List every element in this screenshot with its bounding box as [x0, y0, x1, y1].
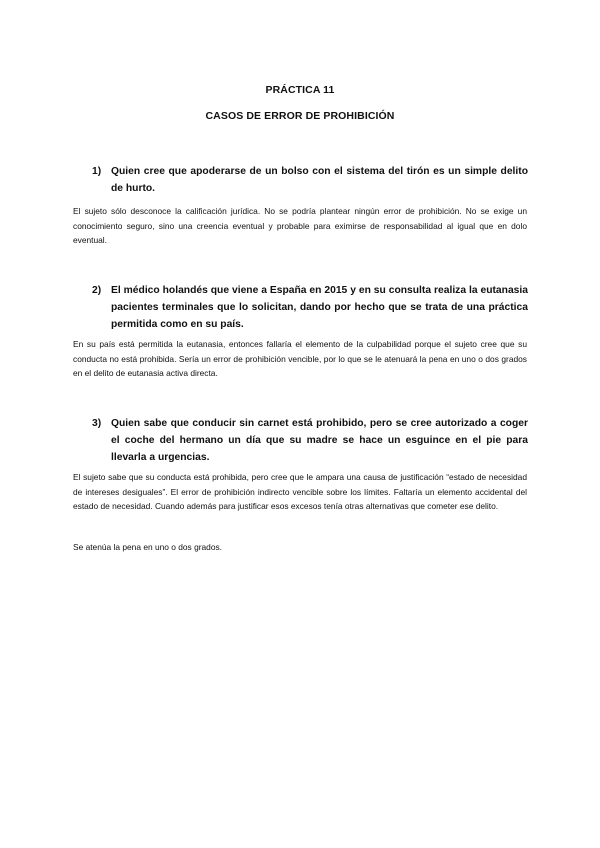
- question-3: [92, 415, 528, 466]
- question-2: [92, 282, 528, 333]
- question-1: [92, 163, 528, 197]
- answer-3-conclusion: Se atenúa la pena en uno o dos grados.: [73, 542, 223, 552]
- question-text: El médico holandés que viene a España en 2015 y en su consulta realiza la eutanasia pacientes terminales que lo solicitan, dando por hecho que se trata de una práctica permitida como en su país.: [111, 285, 528, 330]
- answer-1: El sujeto sólo desconoce la calificación jurídica. No se podría plantear ningún error de prohibición. No se exige un conocimiento seguro, sino una creencia eventual y probable para eximirse de responsabilidad al igual que en dolo eventual.: [73, 206, 527, 245]
- question-text: Quien cree que apoderarse de un bolso con el sistema del tirón es un simple delito de hurto.: [111, 166, 528, 194]
- document-subtitle: CASOS DE ERROR DE PROHIBICIÓN: [205, 110, 395, 122]
- document-title: PRÁCTICA 11: [265, 84, 335, 96]
- answer-2: En su país está permitida la eutanasia, entonces fallaría el elemento de la culpabilidad porque el sujeto cree que su conducta no está prohibida. Sería un error de prohibición vencible, por lo que se le atenuará la pena en uno o dos grados en el delito de eutanasia activa directa.: [73, 339, 527, 378]
- answer-3: El sujeto sabe que su conducta está prohibida, pero cree que le ampara una causa de justificación “estado de necesidad de intereses desiguales”. El error de prohibición indirecto vencible sobre los límites. Faltaría un elemento accidental del estado de necesidad. Cuando además para justificar esos excesos tenía otras alternativas que cometer ese delito.: [73, 472, 527, 511]
- question-text: Quien sabe que conducir sin carnet está prohibido, pero se cree autorizado a coger el coche del hermano un día que su madre se hace un esguince en el pie para llevarla a urgencias.: [111, 418, 528, 463]
- question-number: 2): [92, 285, 102, 296]
- question-number: 1): [92, 166, 102, 177]
- question-number: 3): [92, 418, 102, 429]
